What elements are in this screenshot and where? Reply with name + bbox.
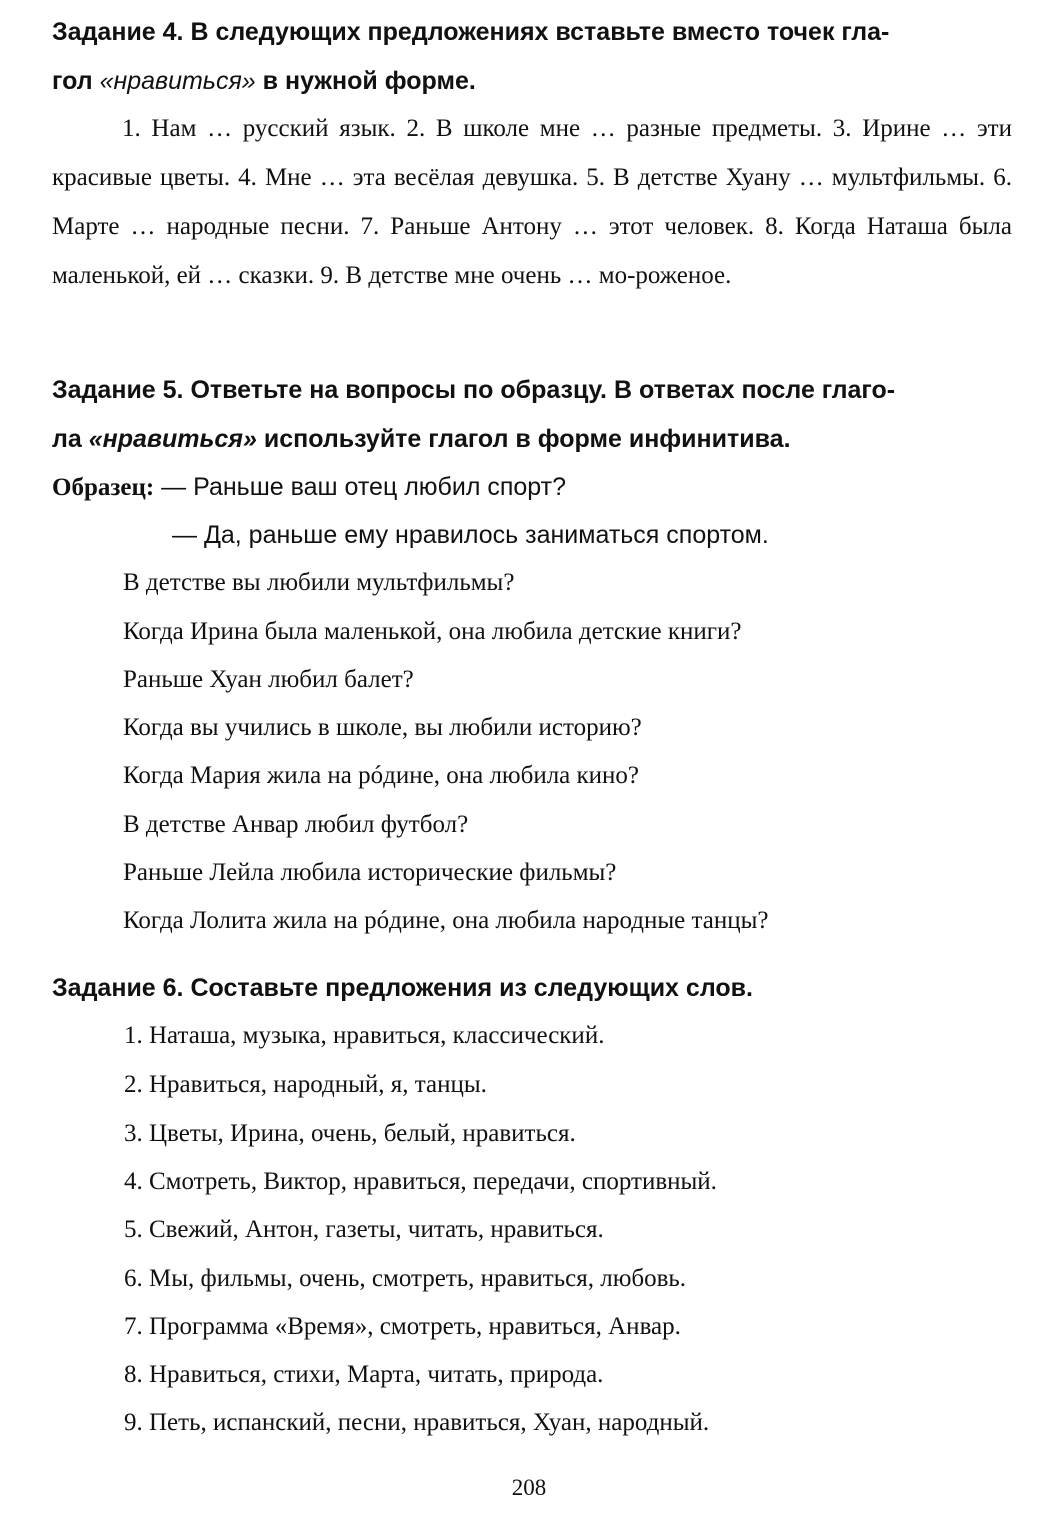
list-item: 8. Нравиться, стихи, Марта, читать, природа. xyxy=(124,1361,604,1388)
task5-heading-verb: «нравиться» xyxy=(88,425,257,453)
task4-heading-line2-end: в нужной форме. xyxy=(255,67,476,95)
task5-heading xyxy=(52,366,1012,464)
task4-exercise-text: 1. Нам … русский язык. 2. В школе мне … разные предметы. 3. Ирине … эти красивые цветы. 4. Мне … эта весёлая девушка. 5. В детстве Хуану … мультфильмы. 6. Марте … народные песни. 7. Раньше Антону … этот человек. 8. Когда Наташа была маленькой, ей … сказки. 9. В детстве мне очень … мо-роженое. xyxy=(52,115,1012,289)
list-item: 7. Программа «Время», смотреть, нравиться, Анвар. xyxy=(124,1313,681,1340)
question-item: Когда Ирина была маленькой, она любила детские книги? xyxy=(123,618,742,645)
sample-question-line xyxy=(52,472,566,503)
question-item: Раньше Хуан любил балет? xyxy=(123,666,414,693)
list-item: 1. Наташа, музыка, нравиться, классический. xyxy=(124,1022,605,1049)
sample-answer-line xyxy=(172,520,769,551)
list-item: 3. Цветы, Ирина, очень, белый, нравиться. xyxy=(124,1120,576,1147)
question-item: Раньше Лейла любила исторические фильмы? xyxy=(123,859,617,886)
list-item: 2. Нравиться, народный, я, танцы. xyxy=(124,1071,487,1098)
task5-heading-line2-start: ла xyxy=(52,425,89,453)
task5-heading-line1: Задание 5. Ответьте на вопросы по образцу. В ответах после глаго- xyxy=(52,376,896,404)
list-item: 9. Петь, испанский, песни, нравиться, Хуан, народный. xyxy=(124,1409,710,1436)
question-item: Когда Мария жила на рóдине, она любила кино? xyxy=(123,762,640,789)
task4-heading xyxy=(52,8,1012,106)
question-item: Когда вы учились в школе, вы любили историю? xyxy=(123,714,642,741)
question-item: В детстве вы любили мультфильмы? xyxy=(123,569,515,596)
question-item: Когда Лолита жила на рóдине, она любила народные танцы? xyxy=(123,907,769,934)
task5-heading-line2-end: используйте глагол в форме инфинитива. xyxy=(256,425,791,453)
task6-heading-text: Задание 6. Составьте предложения из следующих слов. xyxy=(52,974,753,1002)
list-item: 6. Мы, фильмы, очень, смотреть, нравиться, любовь. xyxy=(124,1265,687,1292)
list-item: 5. Свежий, Антон, газеты, читать, нравиться. xyxy=(124,1216,604,1243)
task4-heading-line1: Задание 4. В следующих предложениях вставьте вместо точек гла- xyxy=(52,18,890,46)
task6-heading xyxy=(52,964,1012,1013)
sample-question: — Раньше ваш отец любил спорт? xyxy=(154,473,567,501)
sample-answer: — Да, раньше ему нравилось заниматься спортом. xyxy=(172,521,769,549)
page-number: 208 xyxy=(511,1475,547,1500)
sample-label: Образец: xyxy=(52,474,155,501)
question-item: В детстве Анвар любил футбол? xyxy=(123,811,469,838)
list-item: 4. Смотреть, Виктор, нравиться, передачи, спортивный. xyxy=(124,1168,717,1195)
task4-heading-verb: «нравиться» xyxy=(99,67,256,95)
task4-heading-line2-start: гол xyxy=(52,67,100,95)
